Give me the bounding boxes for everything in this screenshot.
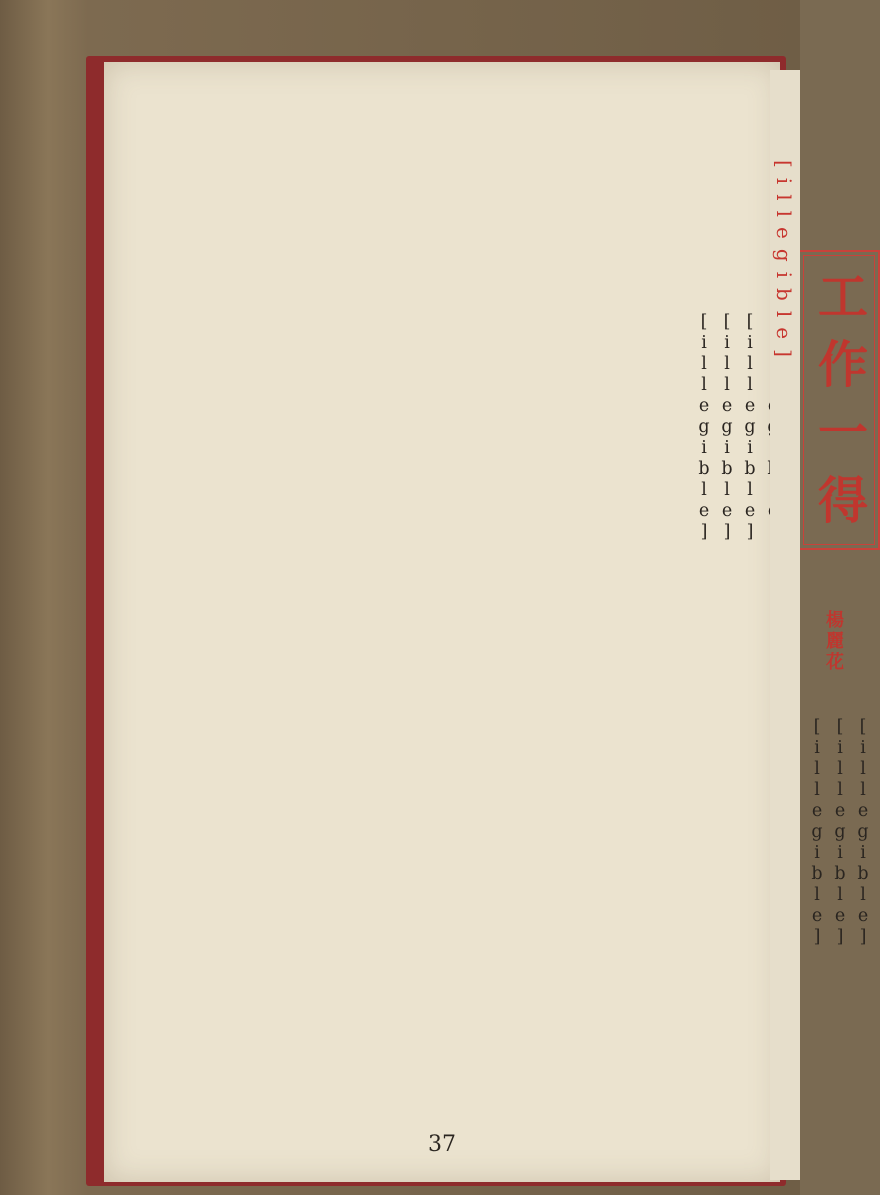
upper-text-block (294, 312, 784, 722)
paragraph: [illegible] (740, 312, 760, 543)
paragraph: [illegible] (830, 717, 850, 948)
author-name: 楊麗花 (823, 610, 844, 673)
paragraph: [illegible] (694, 312, 714, 543)
article-title: 工作一得 (810, 270, 869, 542)
page-number: 37 (428, 1132, 456, 1157)
next-page-edge (770, 70, 800, 1180)
paragraph: [illegible] (717, 312, 737, 543)
paragraph: [illegible] (853, 717, 873, 948)
magazine-page (104, 62, 873, 1182)
title-box (798, 250, 880, 550)
paragraph: [illegible] (807, 717, 827, 948)
next-page-title-fragment: [illegible] (772, 160, 796, 367)
